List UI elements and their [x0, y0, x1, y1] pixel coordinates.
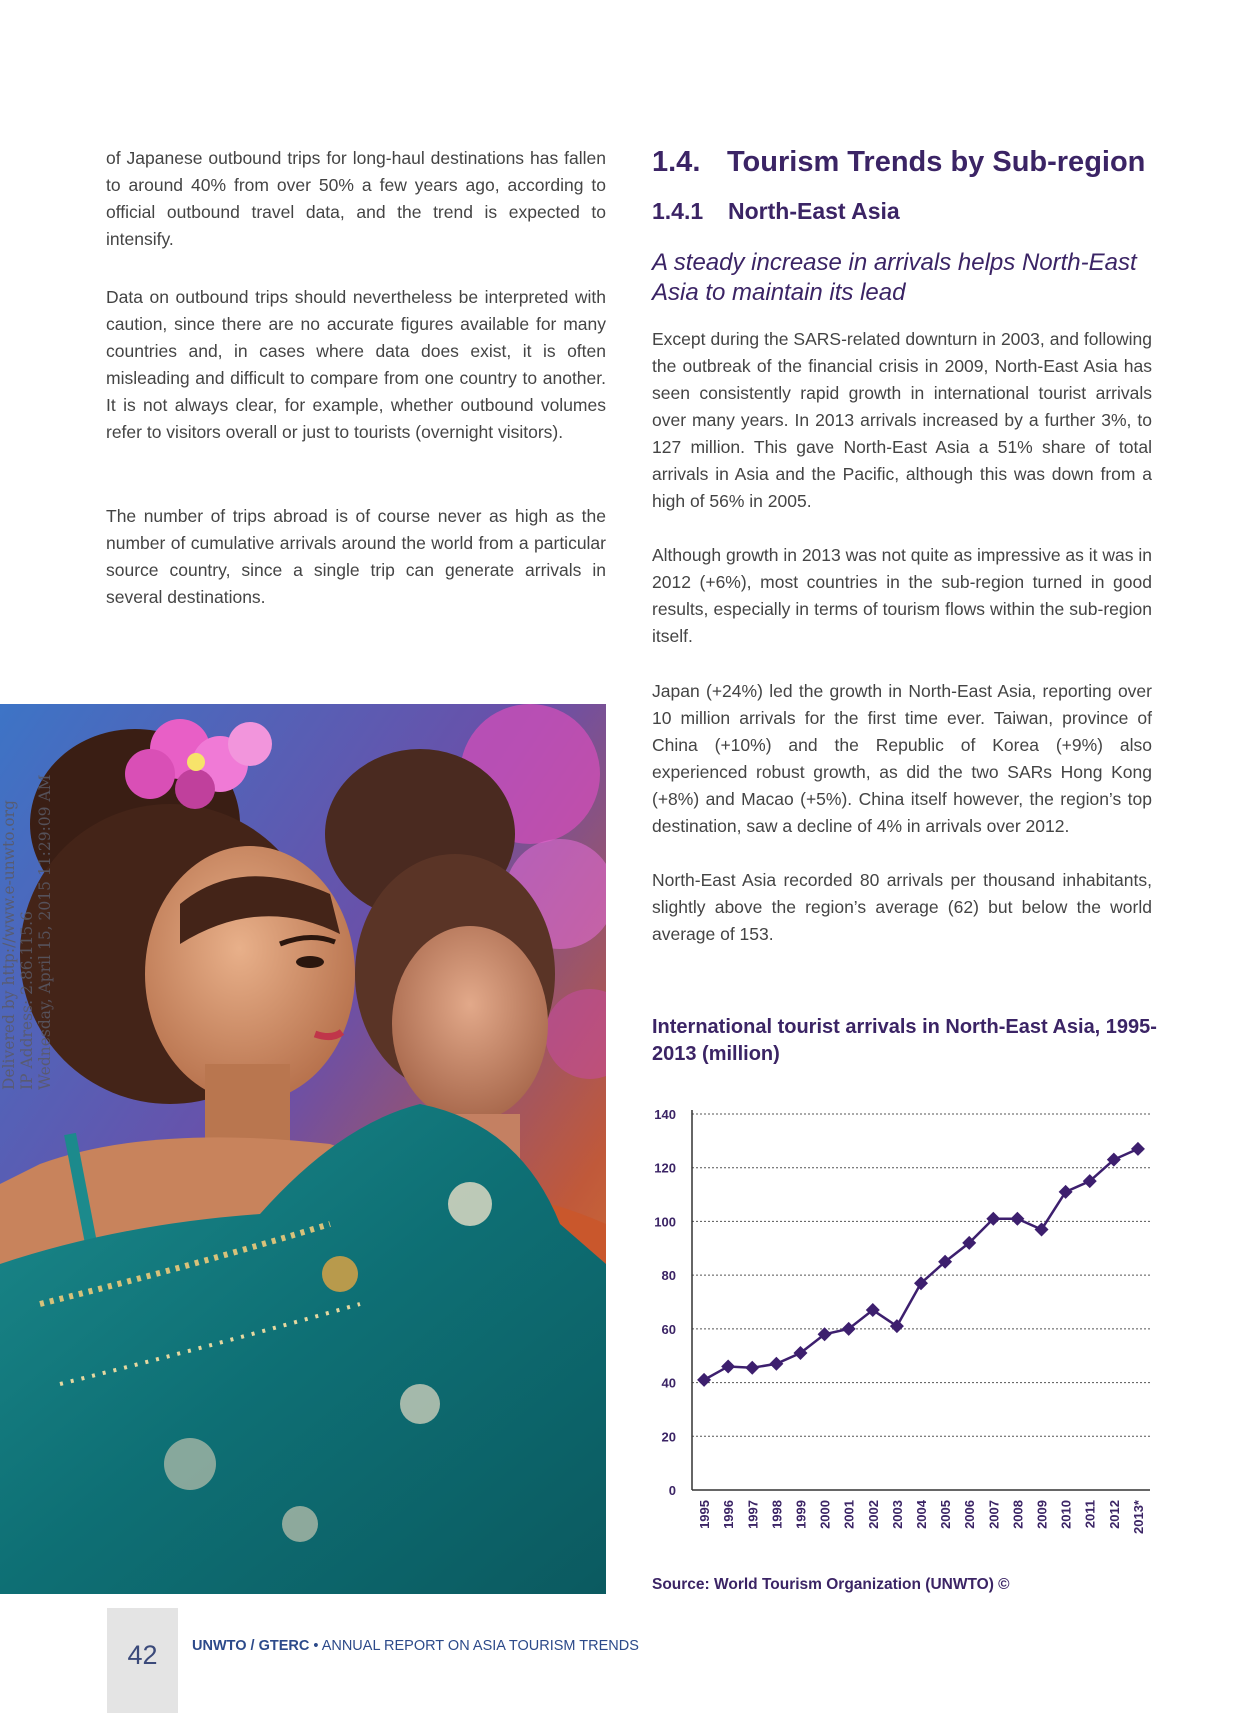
body-paragraph: Japan (+24%) led the growth in North-East Asia, reporting over 10 million arrivals for the first time ever. Taiwan, province of China (+10%) and the Republic of Korea (+9%) also experienced robust growth, as did the two SARs Hong Kong (+8%) and Macao (+5%). China itself however, the region’s top destination, saw a decline of 4% in arrivals over 2012. — [652, 681, 1152, 836]
data-point-diamond — [1010, 1212, 1024, 1226]
woman-in-traditional-dress-icon — [0, 704, 606, 1594]
x-tick-label: 1998 — [769, 1500, 785, 1529]
subsection-heading — [652, 198, 900, 225]
section-number: 1.4. — [652, 146, 701, 178]
x-tick-label: 1999 — [793, 1500, 809, 1529]
section-heading — [652, 146, 1145, 179]
italic-subheading: A steady increase in arrivals helps North-East Asia to maintain its lead — [652, 249, 1137, 306]
x-tick-label: 2007 — [986, 1500, 1002, 1529]
series-line — [704, 1149, 1138, 1380]
y-tick-label: 100 — [654, 1214, 676, 1230]
footer-separator: • — [313, 1638, 319, 1654]
x-tick-label: 2012 — [1106, 1500, 1122, 1529]
footer-org: UNWTO / GTERC — [192, 1638, 310, 1654]
data-point-diamond — [1059, 1185, 1073, 1199]
data-point-diamond — [721, 1359, 735, 1373]
y-tick-label: 60 — [661, 1321, 676, 1337]
page-number: 42 — [127, 1640, 158, 1670]
x-tick-label: 1997 — [745, 1500, 761, 1529]
y-tick-label: 140 — [654, 1107, 676, 1122]
x-tick-label: 2009 — [1034, 1500, 1050, 1529]
y-tick-label: 40 — [661, 1375, 676, 1391]
subsection-title: North-East Asia — [728, 198, 900, 224]
data-point-diamond — [1035, 1222, 1049, 1236]
footer-running-title — [192, 1638, 639, 1654]
chart-gridlines — [692, 1114, 1150, 1436]
body-paragraph: The number of trips abroad is of course never as high as the number of cumulative arrivals around the world from a particular source country, since a single trip can generate arrivals in several destinations. — [106, 506, 606, 607]
chart-title: International tourist arrivals in North-East Asia, 1995-2013 (million) — [652, 1016, 1157, 1065]
body-paragraph: Data on outbound trips should nevertheless be interpreted with caution, since there are no accurate figures available for many countries and, in cases where data does exist, it is often misleading and difficult to compare from one country to another. It is not always clear, for example, whether outbound volumes refer to visitors overall or just to tourists (overnight visitors). — [106, 287, 606, 442]
data-point-diamond — [1131, 1142, 1145, 1156]
arrivals-line-chart — [640, 1100, 1160, 1560]
body-paragraph: North-East Asia recorded 80 arrivals per thousand inhabitants, slightly above the region’s average (62) but below the world average of 153. — [652, 870, 1152, 944]
x-tick-label: 2005 — [938, 1500, 954, 1529]
x-tick-label: 2000 — [817, 1500, 833, 1529]
x-tick-label: 2006 — [962, 1500, 978, 1529]
body-paragraph: Except during the SARS-related downturn in 2003, and following the outbreak of the financial crisis in 2009, North-East Asia has seen consistently rapid growth in international tourist arrivals over many years. In 2013 arrivals increased by a further 3%, to 127 million. This gave North-East Asia a 51% share of total arrivals in Asia and the Pacific, although this was down from a high of 56% in 2005. — [652, 329, 1152, 511]
subsection-number: 1.4.1 — [652, 198, 704, 224]
chart-x-tick-labels — [697, 1499, 1146, 1534]
chart-axes — [692, 1110, 1150, 1490]
body-paragraph: Although growth in 2013 was not quite as impressive as it was in 2012 (+6%), most countries in the sub-region turned in good results, especially in terms of tourism flows within the sub-region itself. — [652, 545, 1152, 646]
x-tick-label: 2003 — [889, 1500, 905, 1529]
x-tick-label: 2008 — [1010, 1500, 1026, 1529]
watermark-line: Wednesday, April 15, 2015 11:29:09 AM — [36, 774, 54, 1090]
x-tick-label: 1995 — [697, 1500, 713, 1529]
x-tick-label: 2002 — [865, 1500, 881, 1529]
data-point-diamond — [890, 1319, 904, 1333]
chart-series — [697, 1142, 1145, 1387]
section-title: Tourism Trends by Sub-region — [727, 146, 1146, 178]
y-tick-label: 80 — [661, 1268, 676, 1284]
watermark-line: Delivered by http://www.e-unwto.org — [0, 800, 18, 1090]
footer-title: ANNUAL REPORT ON ASIA TOURISM TRENDS — [321, 1638, 639, 1654]
x-tick-label: 2004 — [914, 1500, 929, 1529]
x-tick-label: 2011 — [1082, 1500, 1098, 1529]
data-point-diamond — [697, 1373, 711, 1387]
y-tick-label: 20 — [661, 1429, 676, 1445]
x-tick-label: 2001 — [841, 1500, 857, 1529]
page-number-box — [107, 1608, 178, 1713]
chart-source: Source: World Tourism Organization (UNWTO) © — [652, 1576, 1010, 1593]
x-tick-label: 2010 — [1058, 1500, 1074, 1529]
body-paragraph: of Japanese outbound trips for long-haul destinations has fallen to around 40% from over 50% a few years ago, according to official outbound travel data, and the trend is expected to intensify. — [106, 148, 606, 249]
data-point-diamond — [769, 1357, 783, 1371]
data-point-diamond — [745, 1361, 759, 1375]
chart-y-tick-labels — [654, 1107, 676, 1498]
x-tick-label: 2013* — [1130, 1500, 1146, 1534]
y-tick-label: 0 — [668, 1483, 676, 1498]
y-tick-label: 120 — [654, 1160, 676, 1176]
watermark-line: IP Address: 2.86.115.6 — [18, 911, 36, 1090]
x-tick-label: 1996 — [721, 1500, 737, 1529]
photo-woman-traditional-dress — [0, 704, 606, 1594]
